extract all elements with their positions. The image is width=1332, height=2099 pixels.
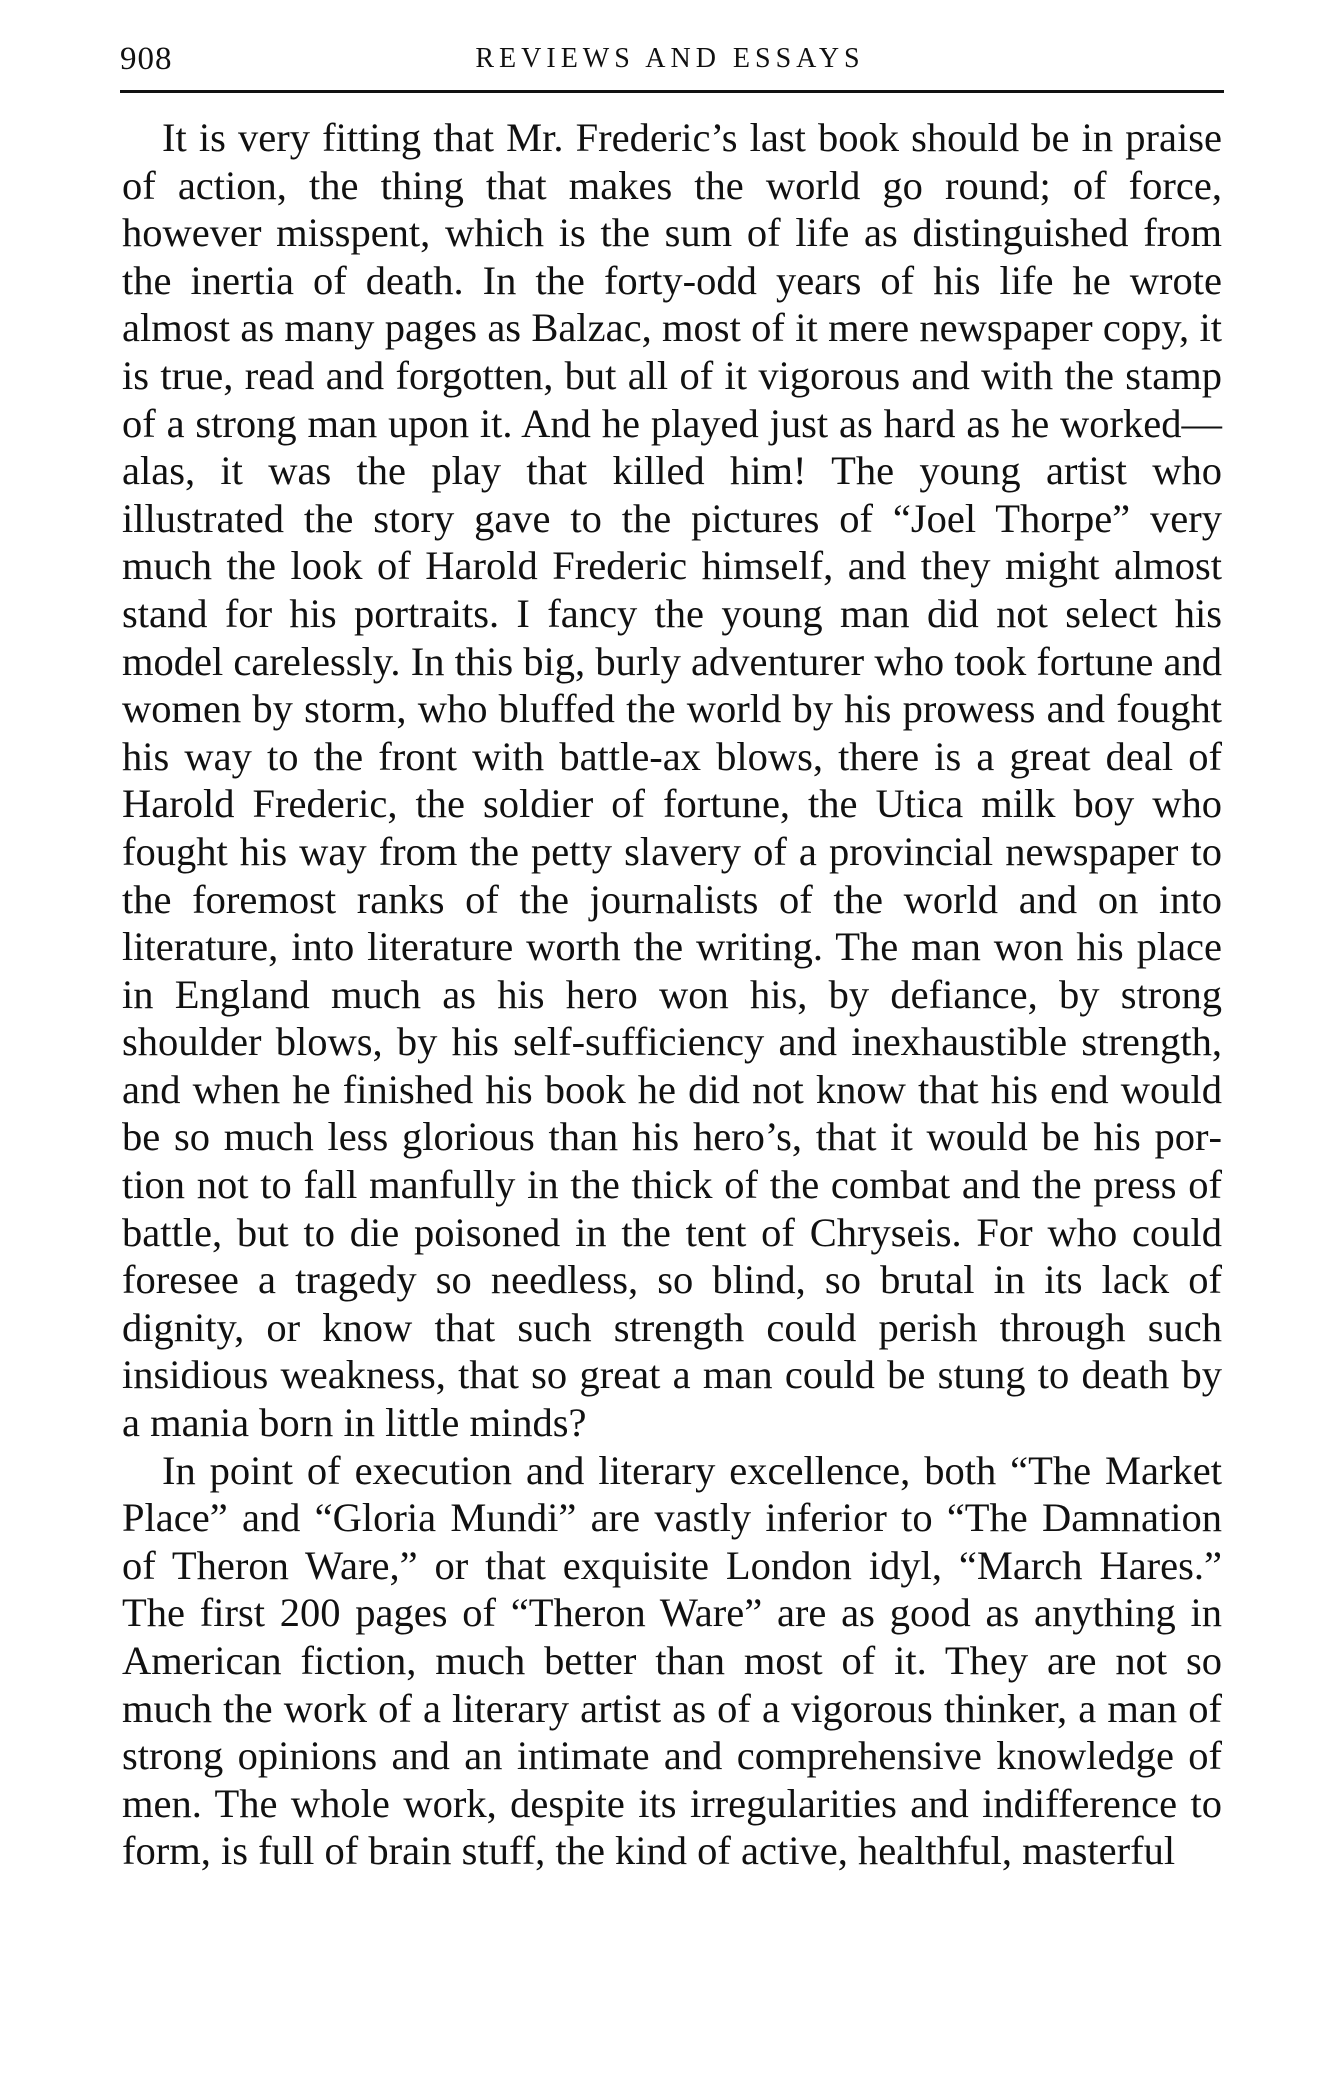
body-text bbox=[122, 114, 1222, 1875]
page-number: 908 bbox=[120, 41, 173, 77]
paragraph-2: In point of execution and literary excellence, both “The Market Place” and “Gloria Mundi” are vastly inferior to “The Damnation of Theron Ware,” or that exquisite London idyl, “March Hares.” The first 200 pages of “Theron Ware” are as good as anything in American fiction, much better than most of it. They are not so much the work of a literary artist as of a vigorous thinker, a man of strong opinions and an intimate and comprehensive knowledge of men. The whole work, despite its irregularities and indifference to form, is full of brain stuff, the kind of active, healthful, masterful bbox=[122, 1447, 1222, 1874]
running-head: REVIEWS AND ESSAYS bbox=[475, 43, 865, 74]
paragraph-1: It is very fitting that Mr. Frederic’s last book should be in praise of action, the thing that makes the world go round; of force, however misspent, which is the sum of life as distinguished from the inertia of death. In the forty-odd years of his life he wrote almost as many pages as Balzac, most of it mere newspaper copy, it is true, read and forgotten, but all of it vigorous and with the stamp of a strong man upon it. And he played just as hard as he worked—alas, it was the play that killed him! The young artist who illustrated the story gave to the pictures of “Joel Thorpe” very much the look of Harold Frederic himself, and they might almost stand for his portraits. I fancy the young man did not select his model carelessly. In this big, burly adventurer who took fortune and women by storm, who bluffed the world by his prowess and fought his way to the front with battle-ax blows, there is a great deal of Harold Frederic, the soldier of fortune, the Utica milk boy who fought his way from the petty slavery of a provincial newspaper to the foremost ranks of the journalists of the world and on into literature, into literature worth the writing. The man won his place in England much as his hero won his, by defiance, by strong shoulder blows, by his self-sufficiency and inexhaustible strength, and when he finished his book he did not know that his end would be so much less glorious than his hero’s, that it would be his portion not to fall manfully in the thick of the combat and the press of battle, but to die poisoned in the tent of Chryseis. For who could foresee a tragedy so needless, so blind, so brutal in its lack of dignity, or know that such strength could perish through such insidious weakness, that so great a man could be stung to death by a mania born in little minds? bbox=[122, 115, 1222, 1446]
page-header bbox=[120, 34, 1220, 84]
header-rule bbox=[120, 90, 1224, 93]
